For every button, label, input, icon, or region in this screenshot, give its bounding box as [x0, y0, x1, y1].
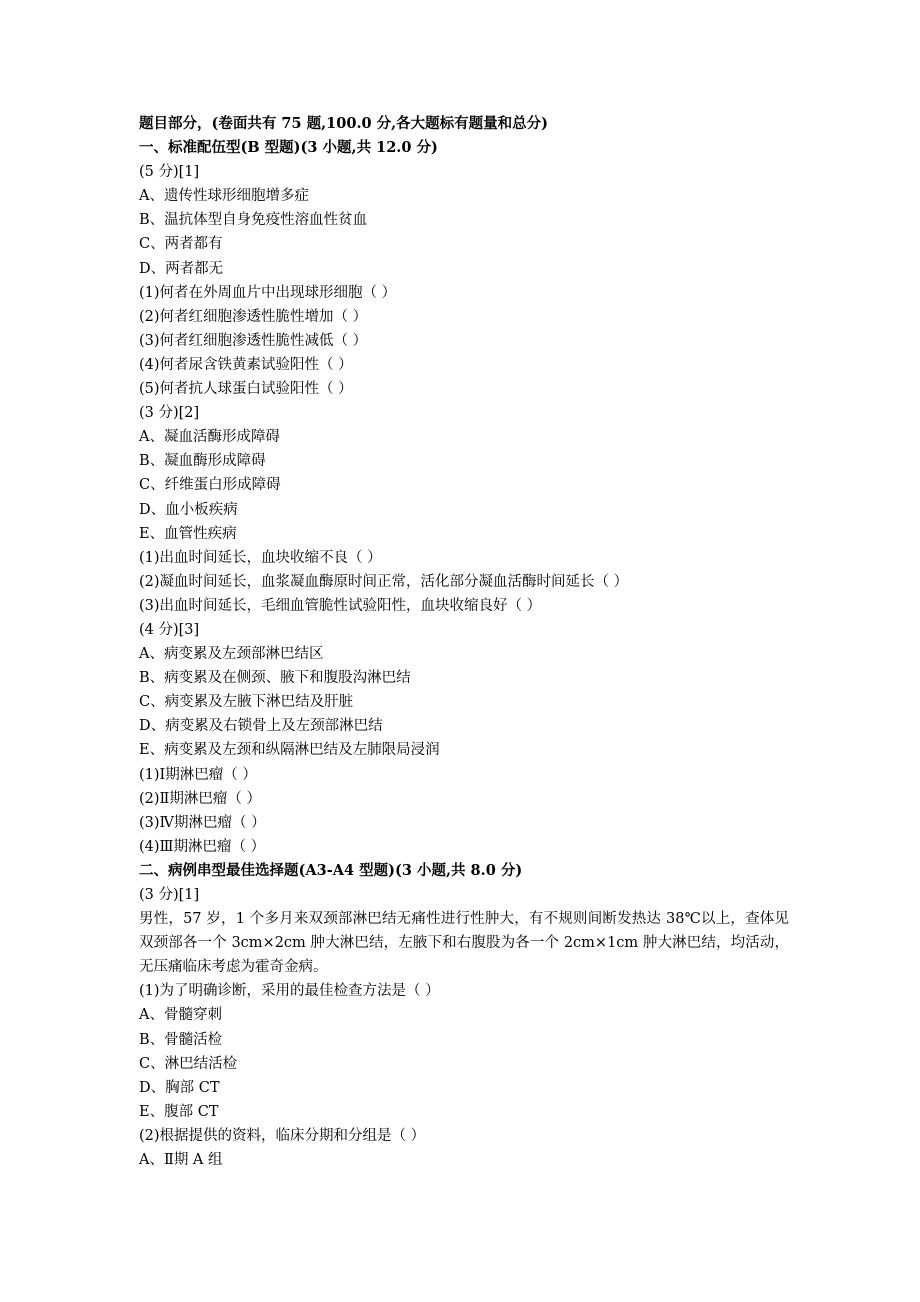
- option-item: C、两者都有: [139, 236, 223, 253]
- question-label: (3 分)[2]: [139, 405, 200, 422]
- question-item: (2)Ⅱ期淋巴瘤（ ）: [139, 790, 262, 807]
- option-item: B、凝血酶形成障碍: [139, 453, 266, 470]
- question-label: (4 分)[3]: [139, 621, 200, 638]
- option-item: D、病变累及右锁骨上及左颈部淋巴结: [139, 718, 383, 735]
- option-item: A、遗传性球形细胞增多症: [139, 188, 309, 205]
- question-item: (4)何者尿含铁黄素试验阳性（ ）: [139, 356, 353, 373]
- question-item: (2)何者红细胞渗透性脆性增加（ ）: [139, 308, 368, 325]
- question-item: (4)Ⅲ期淋巴瘤（ ）: [139, 838, 266, 855]
- exam-header: 题目部分，(卷面共有 75 题,100.0 分,各大题标有题量和总分): [139, 115, 549, 132]
- question-item: (5)何者抗人球蛋白试验阳性（ ）: [139, 381, 353, 398]
- option-item: E、腹部 CT: [139, 1103, 219, 1120]
- option-item: B、温抗体型自身免疫性溶血性贫血: [139, 212, 368, 229]
- question-item: (3)Ⅳ期淋巴瘤（ ）: [139, 814, 266, 831]
- option-item: E、血管性疾病: [139, 525, 237, 542]
- case-description: 男性，57 岁，1 个多月来双颈部淋巴结无痛性进行性肿大，有不规则间断发热达 38℃以上，查体见双颈部各一个 3cm×2cm 肿大淋巴结，左腋下和右腹股为各一个 2cm×1cm 肿大淋巴结，均活动，无压痛临床考虑为霍奇金病。: [139, 911, 789, 976]
- option-item: A、Ⅱ期 A 组: [139, 1152, 223, 1169]
- option-item: A、病变累及左颈部淋巴结区: [139, 646, 324, 663]
- option-item: A、骨髓穿刺: [139, 1007, 222, 1024]
- option-item: B、骨髓活检: [139, 1031, 223, 1048]
- question-item: (2)根据提供的资料，临床分期和分组是（ ）: [139, 1127, 426, 1144]
- section-title: 一、标准配伍型(B 型题)(3 小题,共 12.0 分): [139, 139, 438, 157]
- option-item: C、淋巴结活检: [139, 1055, 238, 1072]
- question-item: (3)何者红细胞渗透性脆性减低（ ）: [139, 332, 368, 349]
- document-page: [139, 112, 799, 1172]
- question-item: (1)Ⅰ期淋巴瘤（ ）: [139, 766, 257, 783]
- section-title: 二、病例串型最佳选择题(A3-A4 型题)(3 小题,共 8.0 分): [139, 861, 523, 879]
- option-item: D、血小板疾病: [139, 501, 238, 518]
- option-item: C、病变累及左腋下淋巴结及肝脏: [139, 694, 354, 711]
- option-item: E、病变累及左颈和纵隔淋巴结及左肺限局浸润: [139, 742, 440, 759]
- option-item: B、病变累及在侧颈、腋下和腹股沟淋巴结: [139, 670, 411, 687]
- question-item: (1)为了明确诊断，采用的最佳检查方法是（ ）: [139, 983, 440, 1000]
- question-label: (5 分)[1]: [139, 164, 200, 181]
- question-item: (1)何者在外周血片中出现球形细胞（ ）: [139, 284, 397, 301]
- question-item: (3)出血时间延长，毛细血管脆性试验阳性，血块收缩良好（ ）: [139, 597, 542, 614]
- question-label: (3 分)[1]: [139, 887, 200, 903]
- option-item: C、纤维蛋白形成障碍: [139, 477, 281, 494]
- option-item: D、两者都无: [139, 260, 224, 277]
- question-item: (1)出血时间延长，血块收缩不良（ ）: [139, 549, 382, 566]
- option-item: A、凝血活酶形成障碍: [139, 429, 280, 446]
- question-item: (2)凝血时间延长，血浆凝血酶原时间正常，活化部分凝血活酶时间延长（ ）: [139, 573, 629, 590]
- option-item: D、胸部 CT: [139, 1079, 220, 1096]
